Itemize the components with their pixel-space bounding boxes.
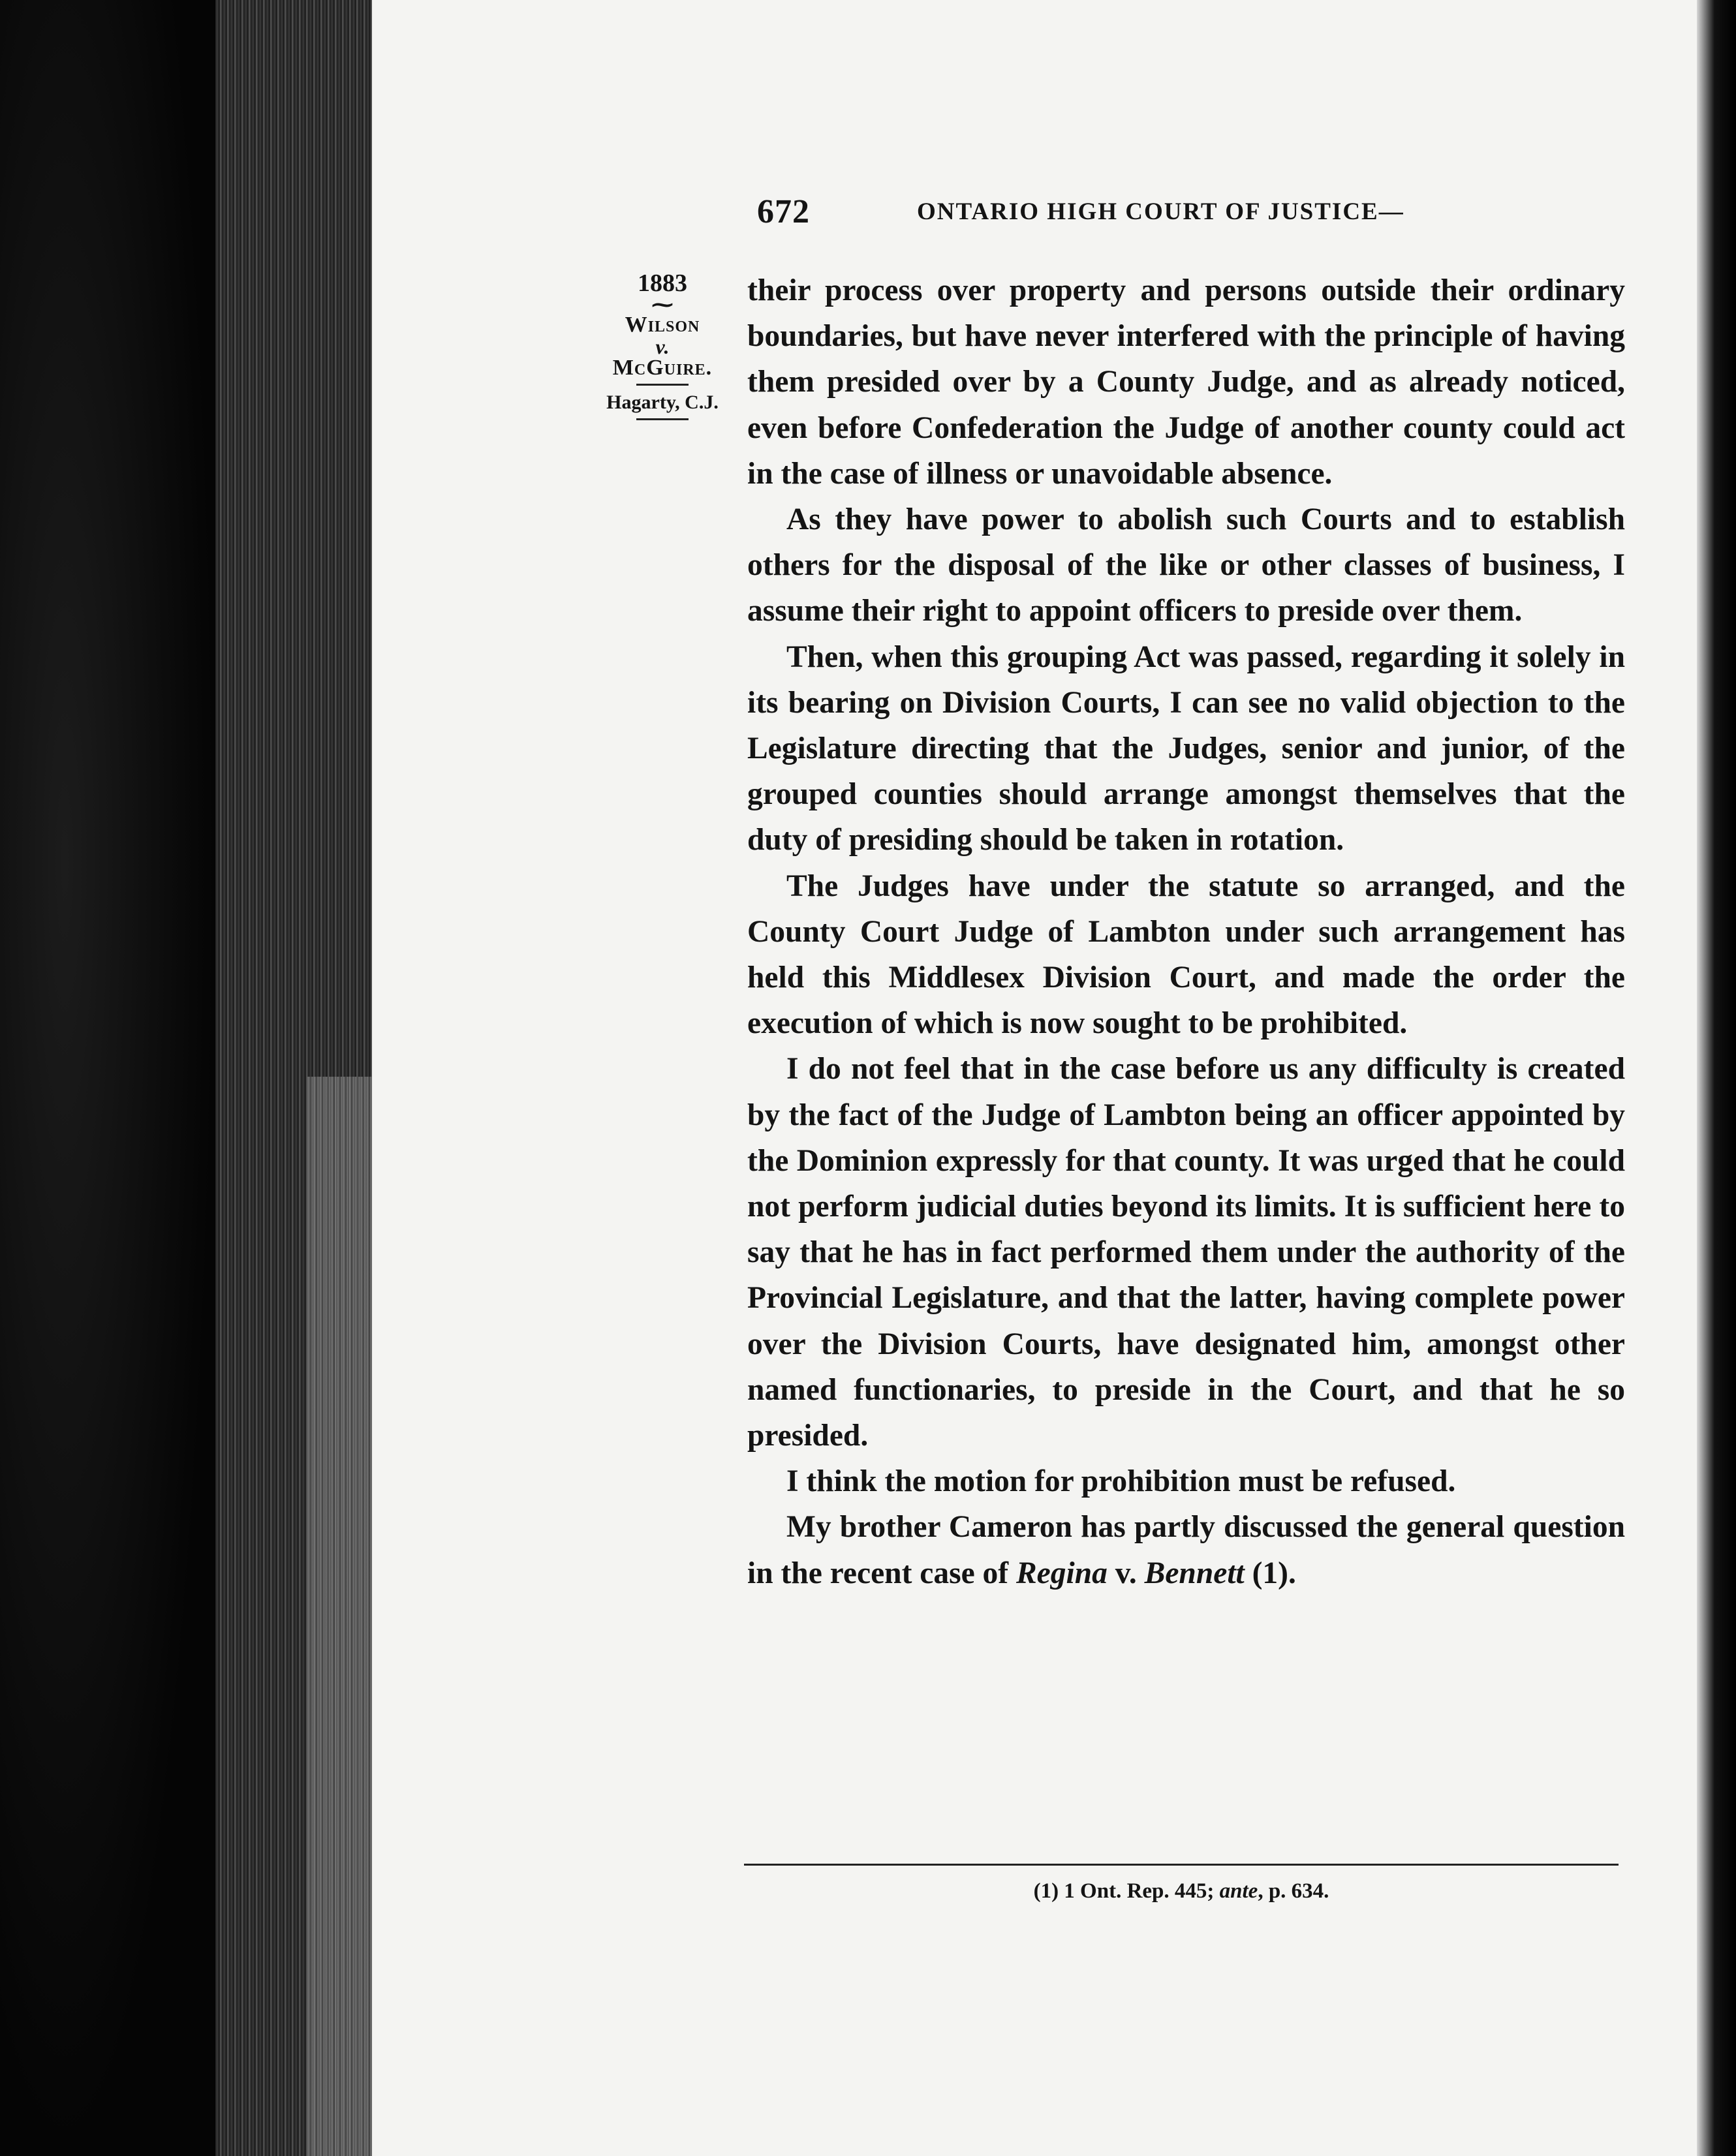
running-head: ONTARIO HIGH COURT OF JUSTICE— <box>917 198 1404 225</box>
paragraph-7 <box>747 1504 1625 1595</box>
party-defendant: McGuire. <box>612 356 713 380</box>
ornament: ⁓ <box>651 293 674 317</box>
case-name-regina: Regina <box>1015 1556 1108 1590</box>
page-number: 672 <box>757 193 810 230</box>
scan-background <box>0 0 215 2156</box>
party-plaintiff: Wilson <box>625 313 700 337</box>
paragraph-2: As they have power to abolish such Courts and to establish others for the disposal of the like or other classes of business, I assume their right to appoint officers to preside over them. <box>747 502 1625 628</box>
paragraph-1: their process over property and persons outside their ordinary boundaries, but have never interfered with the principle of having them presided over by a County Judge, and as already noticed, even before Confederation the Judge of another county could act in the case of illness or unavoidable absence. <box>747 273 1625 491</box>
footnote-end: , p. 634. <box>1258 1879 1329 1903</box>
footnote-start: (1) 1 Ont. Rep. 445; <box>1033 1879 1220 1903</box>
case-name-bennett: Bennett <box>1144 1556 1245 1590</box>
paragraph-7-versus: v. <box>1107 1556 1145 1590</box>
footnote-ante: ante <box>1219 1879 1258 1903</box>
paragraph-4: The Judges have under the statute so arranged, and the County Court Judge of Lambton under such arrangement has held this Middlesex Division Court, and made the order the execution of which is now sought to be prohibited. <box>747 869 1625 1041</box>
margin-rule <box>636 384 689 386</box>
paragraph-3: Then, when this grouping Act was passed, regarding it solely in its bearing on Division Courts, I can see no valid objection to the Legislature directing that the Judges, senior and junior, of the grouped counties should arrange amongst themselves that the duty of presiding should be taken in rotation. <box>747 639 1625 857</box>
margin-rule-lower <box>636 418 689 420</box>
footnote <box>744 1879 1619 1903</box>
paragraph-7-start: My brother Cameron has partly discussed the general question in the recent case of <box>747 1510 1625 1590</box>
footnote-reference: (1). <box>1244 1556 1296 1590</box>
body-text <box>747 268 1625 1596</box>
margin-note <box>574 269 751 424</box>
footnote-rule <box>744 1864 1619 1866</box>
book-page-edge-lower <box>307 1077 372 2156</box>
versus: v. <box>655 335 670 358</box>
page-header <box>757 192 1605 232</box>
judge-name: Hagarty, C.J. <box>606 392 719 413</box>
case-year: 1883 <box>638 270 687 297</box>
paragraph-6: I think the motion for prohibition must be refused. <box>786 1464 1456 1499</box>
page-gutter <box>1697 0 1736 2156</box>
paragraph-5: I do not feel that in the case before us any difficulty is created by the fact of the Judge of Lambton being an officer appointed by the Dominion expressly for that county. It was urged that he could not perform judicial duties beyond its limits. It is sufficient here to say that he has in fact performed them under the authority of the Provincial Legislature, and that the latter, having complete power over the Division Courts, have designated him, amongst other named functionaries, to preside in the Court, and that he so presided. <box>747 1052 1625 1453</box>
